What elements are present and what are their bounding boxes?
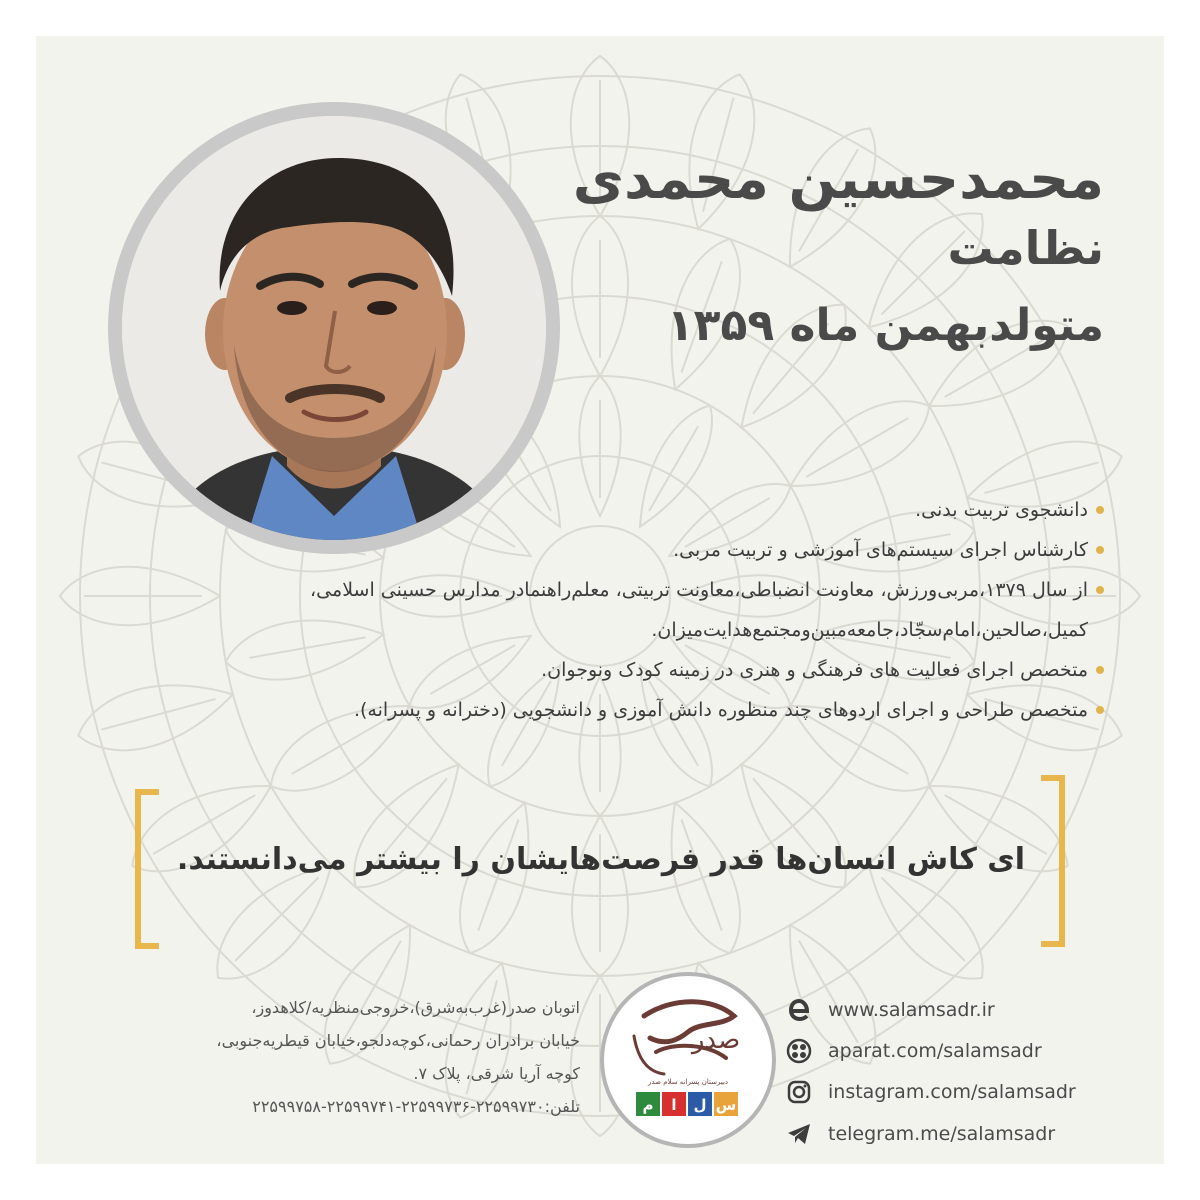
contact-text: telegram.me/salamsadr [828,1123,1056,1145]
bio-item-text: کارشناس اجرای سیستم‌های آموزشی و تربیت مربی. [673,539,1088,561]
logo-script: صدر [691,1025,741,1055]
contact-text: www.salamsadr.ir [828,999,995,1021]
contact-text: aparat.com/salamsadr [828,1040,1042,1062]
portrait-illustration [122,116,546,540]
address-line: اتوبان صدر(غرب‌به‌شرق)،خروجی‌منظریه/کلاهدوز، [251,998,580,1017]
mandala-ornament [806,418,908,477]
contact-row-telegram[interactable] [784,1118,1055,1150]
person-name: محمدحسین محمدی [572,147,1104,212]
bio-item-text: متخصص طراحی و اجرای اردوهای چند منظوره دانش آموزی و دانشجویی (دخترانه و پسرانه). [353,699,1088,721]
web-icon [784,995,814,1025]
bullet-icon [1096,506,1104,514]
logo-letter: س [715,1096,737,1114]
telegram-icon [784,1119,814,1149]
bio-item-text: از سال ۱۳۷۹،مربی‌ورزش، معاونت انضباطی،معاونت تربیتی، معلم‌راهنما‌در مدارس حسینی اسلامی، کمیل،صالحین،امام‌سجّاد،جامعه‌مبین‌و‌مجتمع‌هدایت‌میزان. [310,579,1088,641]
address-line: کوچه آریا شرقی، پلاک ۷. [413,1064,580,1083]
logo-letter: ل [693,1096,707,1114]
birth-date: متولدبهمن ماه ۱۳۵۹ [666,300,1104,351]
contact-row-aparat[interactable] [784,1035,1042,1067]
profile-card [36,36,1164,1164]
bullet-icon [1096,546,1104,554]
bio-list [104,490,1104,730]
bio-item [104,530,1104,570]
mandala-ornament [235,877,318,960]
contact-row-website[interactable] [784,994,995,1026]
logo-letter: ا [671,1096,677,1114]
bio-item-text: متخصص اجرای فعالیت های فرهنگی و هنری در زمینه کودک ونوجوان. [541,659,1088,681]
bullet-icon [1096,666,1104,674]
right-bracket-icon [1041,775,1065,947]
school-logo [600,972,776,1148]
contact-text: instagram.com/salamsadr [828,1081,1076,1103]
quote-text: ای کاش انسان‌ها قدر فرصت‌هایشان را بیشتر می‌دانستند. [176,842,1026,877]
address-block [116,991,580,1123]
logo-emblem [604,976,772,1144]
bullet-icon [1096,706,1104,714]
logo-letter: م [642,1096,654,1114]
aparat-icon [784,1036,814,1066]
logo-letter-tiles [636,1092,738,1116]
left-bracket-icon [135,789,159,949]
mandala-ornament [881,877,964,960]
bio-item [104,570,1104,650]
person-role: نظامت [947,221,1104,275]
bio-item [104,490,1104,530]
address-line: خیابان برادران رحمانی،کوچه‌دلجو،خیابان قیطریه‌جنوبی، [216,1031,580,1050]
mandala-ornament [799,941,858,1043]
profile-photo [122,116,546,540]
bio-item [104,690,1104,730]
bio-item-text: دانشجوی تربیت بدنی. [915,499,1088,521]
bio-item [104,650,1104,690]
contact-row-instagram[interactable] [784,1076,1076,1108]
bullet-icon [1096,586,1104,594]
logo-subtitle: دبیرستان پسرانه سلام صدر [647,1078,729,1086]
instagram-icon [784,1077,814,1107]
phone-numbers: تلفن:۲۲۵۹۹۷۳۰-۲۲۵۹۹۷۳۶-۲۲۵۹۹۷۴۱-۲۲۵۹۹۷۵۸ [252,1097,580,1116]
